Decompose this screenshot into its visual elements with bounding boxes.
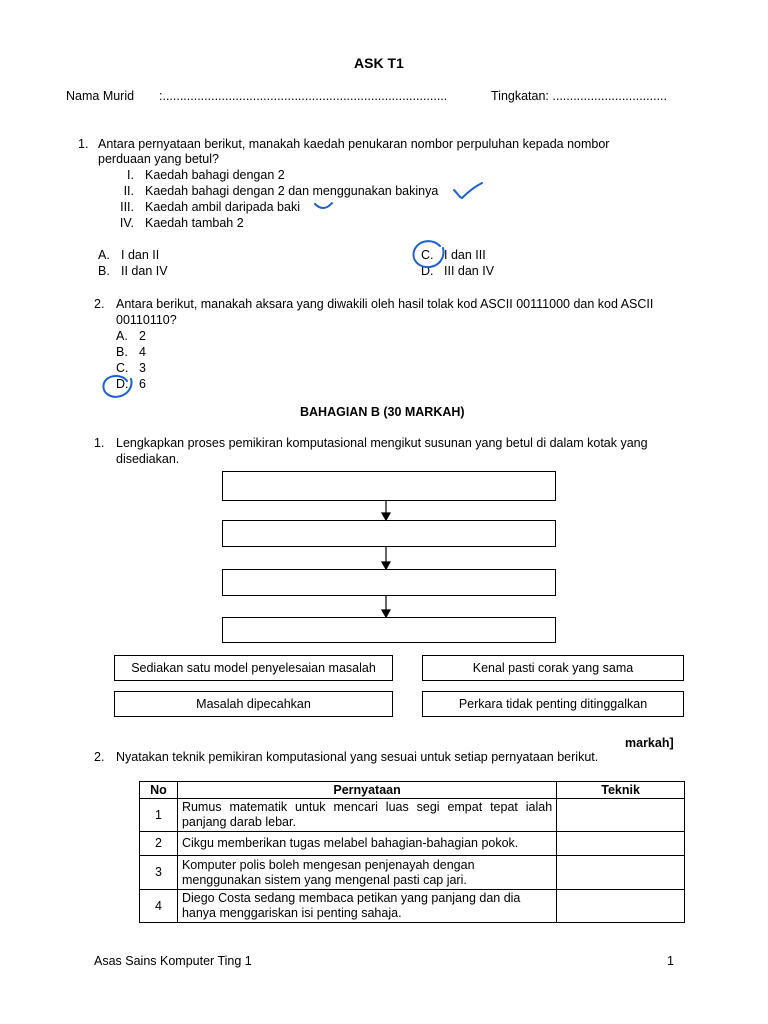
table-header-row: [140, 782, 685, 799]
row-technique-answer[interactable]: [557, 799, 685, 832]
q2-option-letter: D.: [116, 377, 129, 391]
header-statement: Pernyataan: [177, 782, 556, 799]
q1-option-letter: C.: [421, 248, 434, 262]
q1-item-roman: III.: [120, 200, 134, 214]
choice-box-abstraction: Perkara tidak penting ditinggalkan: [422, 691, 684, 717]
table-row: [140, 799, 685, 832]
q1-option-text: I dan III: [444, 248, 486, 262]
row-no: 1: [140, 799, 178, 832]
row-statement: Diego Costa sedang membaca petikan yang panjang dan dia hanya menggariskan isi penting sahaja.: [177, 890, 556, 923]
q1-option-letter: D.: [421, 264, 434, 278]
page-number: 1: [667, 954, 674, 968]
q2-number: 2.: [94, 297, 105, 311]
row-technique-answer[interactable]: [557, 856, 685, 890]
row-statement: Komputer polis boleh mengesan penjenayah dengan menggunakan sistem yang mengenal pasti cap jari.: [177, 856, 556, 890]
row-statement: Cikgu memberikan tugas melabel bahagian-bahagian pokok.: [177, 832, 556, 856]
name-label: Nama Murid: [66, 89, 135, 103]
choice-box-decompose: Masalah dipecahkan: [114, 691, 393, 717]
flowchart-answer-box-2[interactable]: [222, 520, 556, 547]
flowchart-answer-box-3[interactable]: [222, 569, 556, 596]
b-q2-number: 2.: [94, 750, 105, 764]
row-technique-answer[interactable]: [557, 832, 685, 856]
q1-text: Antara pernyataan berikut, manakah kaedah penukaran nombor perpuluhan kepada nombor: [98, 137, 610, 151]
q1-number: 1.: [78, 137, 89, 151]
q2-option-text: 4: [139, 345, 146, 359]
q1-option-text: III dan IV: [444, 264, 495, 278]
flow-arrow-head: [382, 562, 390, 569]
q2-text: Antara berikut, manakah aksara yang diwakili oleh hasil tolak kod ASCII 00111000 dan kod ASCII: [116, 297, 654, 311]
checkmark-icon: [454, 183, 482, 198]
table-row: [140, 832, 685, 856]
marks-note: markah]: [625, 736, 674, 750]
b-q1-text: Lengkapkan proses pemikiran komputasional mengikut susunan yang betul di dalam kotak yang: [116, 436, 648, 450]
flowchart-answer-box-1[interactable]: [222, 471, 556, 501]
q1-option-text: II dan IV: [121, 264, 168, 278]
q1-item-text: Kaedah bahagi dengan 2: [145, 168, 285, 182]
footer-subject: Asas Sains Komputer Ting 1: [94, 954, 252, 968]
header-technique: Teknik: [557, 782, 685, 799]
row-technique-answer[interactable]: [557, 890, 685, 923]
flowchart-answer-box-4[interactable]: [222, 617, 556, 643]
table-row: [140, 856, 685, 890]
flow-arrow-head: [382, 610, 390, 617]
flow-arrow-head: [382, 513, 390, 520]
q1-option-letter: A.: [98, 248, 110, 262]
q1-item-text: Kaedah tambah 2: [145, 216, 244, 230]
q2-text-cont: 00110110?: [116, 313, 177, 327]
table-row: [140, 890, 685, 923]
q1-item-roman: I.: [127, 168, 134, 182]
q2-option-text: 2: [139, 329, 146, 343]
q2-option-text: 3: [139, 361, 146, 375]
page-title: ASK T1: [354, 55, 404, 71]
name-field: :..................................................................................: [159, 89, 448, 103]
q1-item-text: Kaedah bahagi dengan 2 dan menggunakan bakinya: [145, 184, 439, 198]
q1-item-text: Kaedah ambil daripada baki: [145, 200, 300, 214]
technique-table: [139, 781, 685, 923]
row-no: 3: [140, 856, 178, 890]
row-statement: Rumus matematik untuk mencari luas segi empat tepat ialah panjang darab lebar.: [177, 799, 556, 832]
b-q1-text-cont: disediakan.: [116, 452, 180, 466]
b-q2-text: Nyatakan teknik pemikiran komputasional yang sesuai untuk setiap pernyataan berikut.: [116, 750, 599, 764]
q1-text-cont: perduaan yang betul?: [98, 152, 219, 166]
q2-option-letter: B.: [116, 345, 128, 359]
q2-option-text: 6: [139, 377, 146, 391]
q2-option-letter: C.: [116, 361, 129, 375]
choice-box-model: Sediakan satu model penyelesaian masalah: [114, 655, 393, 681]
q1-item-roman: IV.: [119, 216, 134, 230]
q2-option-letter: A.: [116, 329, 128, 343]
header-no: No: [140, 782, 178, 799]
choice-box-pattern: Kenal pasti corak yang sama: [422, 655, 684, 681]
q1-item-roman: II.: [123, 184, 134, 198]
form-field: Tingkatan: .................................: [491, 89, 667, 103]
q1-option-text: I dan II: [121, 248, 160, 262]
row-no: 2: [140, 832, 178, 856]
q1-option-letter: B.: [98, 264, 110, 278]
tick-mark-icon: [315, 203, 332, 208]
row-no: 4: [140, 890, 178, 923]
section-b-heading: BAHAGIAN B (30 MARKAH): [300, 405, 465, 419]
b-q1-number: 1.: [94, 436, 105, 450]
